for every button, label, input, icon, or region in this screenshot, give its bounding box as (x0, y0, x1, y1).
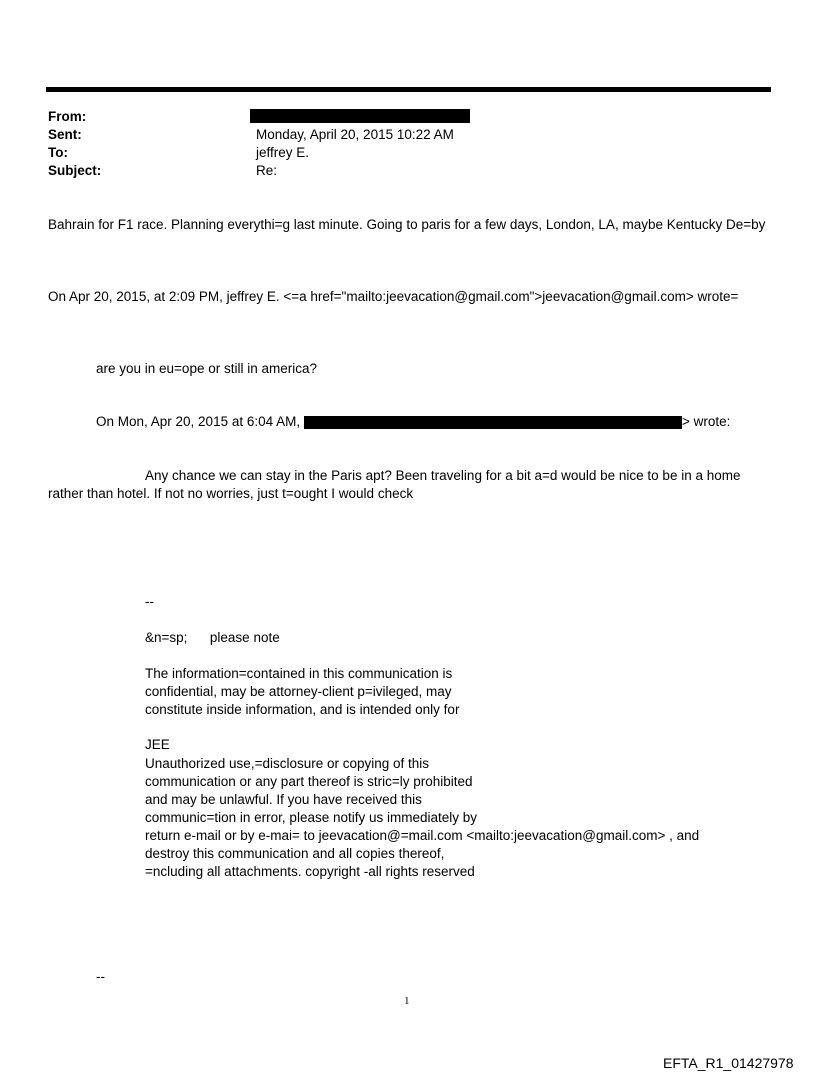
signature-jee: JEE (145, 737, 170, 752)
quote2-line2: rather than hotel. If not no worries, just t=ought I would check (48, 486, 414, 501)
info-line: confidential, may be attorney-client p=ivileged, may (145, 684, 452, 699)
quote1-text: are you in eu=ope or still in america? (96, 361, 317, 376)
info-line: constitute inside information, and is intended only for (145, 702, 460, 717)
subject-label: Subject: (48, 163, 102, 178)
legal-line: and may be unlawful. If you have received this (145, 792, 422, 807)
sent-value: Monday, April 20, 2015 10:22 AM (256, 127, 454, 142)
legal-line: destroy this communication and all copies thereof, (145, 846, 445, 861)
legal-line: Unauthorized use,=disclosure or copying of this (145, 756, 430, 771)
signature-note: &n=sp; please note (145, 630, 280, 645)
document-id: EFTA_R1_01427978 (663, 1055, 794, 1071)
reply-text: Bahrain for F1 race. Planning everythi=g last minute. Going to paris for a few days, London, LA, maybe Kentucky De=by (48, 217, 766, 232)
header-rule (46, 87, 771, 92)
quote1-attribution: On Apr 20, 2015, at 2:09 PM, jeffrey E. <=a href="mailto:jeevacation@gmail.com">jeevacation@gmail.com> wrote= (48, 289, 739, 304)
sender-redaction (304, 416, 682, 429)
page-number: 1 (404, 995, 410, 1007)
footer-separator: -- (96, 969, 105, 984)
to-label: To: (48, 145, 68, 160)
legal-line: communication or any part thereof is stric=ly prohibited (145, 774, 473, 789)
quote2-attribution-suffix: > wrote: (682, 414, 731, 429)
quote2-line1: Any chance we can stay in the Paris apt? Been traveling for a bit a=d would be nice to be in a home (145, 468, 741, 483)
legal-line: return e-mail or by e-mai= to jeevacation@=mail.com <mailto:jeevacation@gmail.com> , and (145, 828, 700, 843)
from-redaction (250, 109, 470, 123)
signature-separator: -- (145, 594, 154, 609)
info-line: The information=contained in this communication is (145, 666, 453, 681)
legal-line: =ncluding all attachments. copyright -all rights reserved (145, 864, 475, 879)
to-value: jeffrey E. (256, 145, 310, 160)
from-label: From: (48, 109, 87, 124)
legal-line: communic=tion in error, please notify us immediately by (145, 810, 478, 825)
subject-value: Re: (256, 163, 278, 178)
quote2-attribution-prefix: On Mon, Apr 20, 2015 at 6:04 AM, (96, 414, 301, 429)
sent-label: Sent: (48, 127, 82, 142)
